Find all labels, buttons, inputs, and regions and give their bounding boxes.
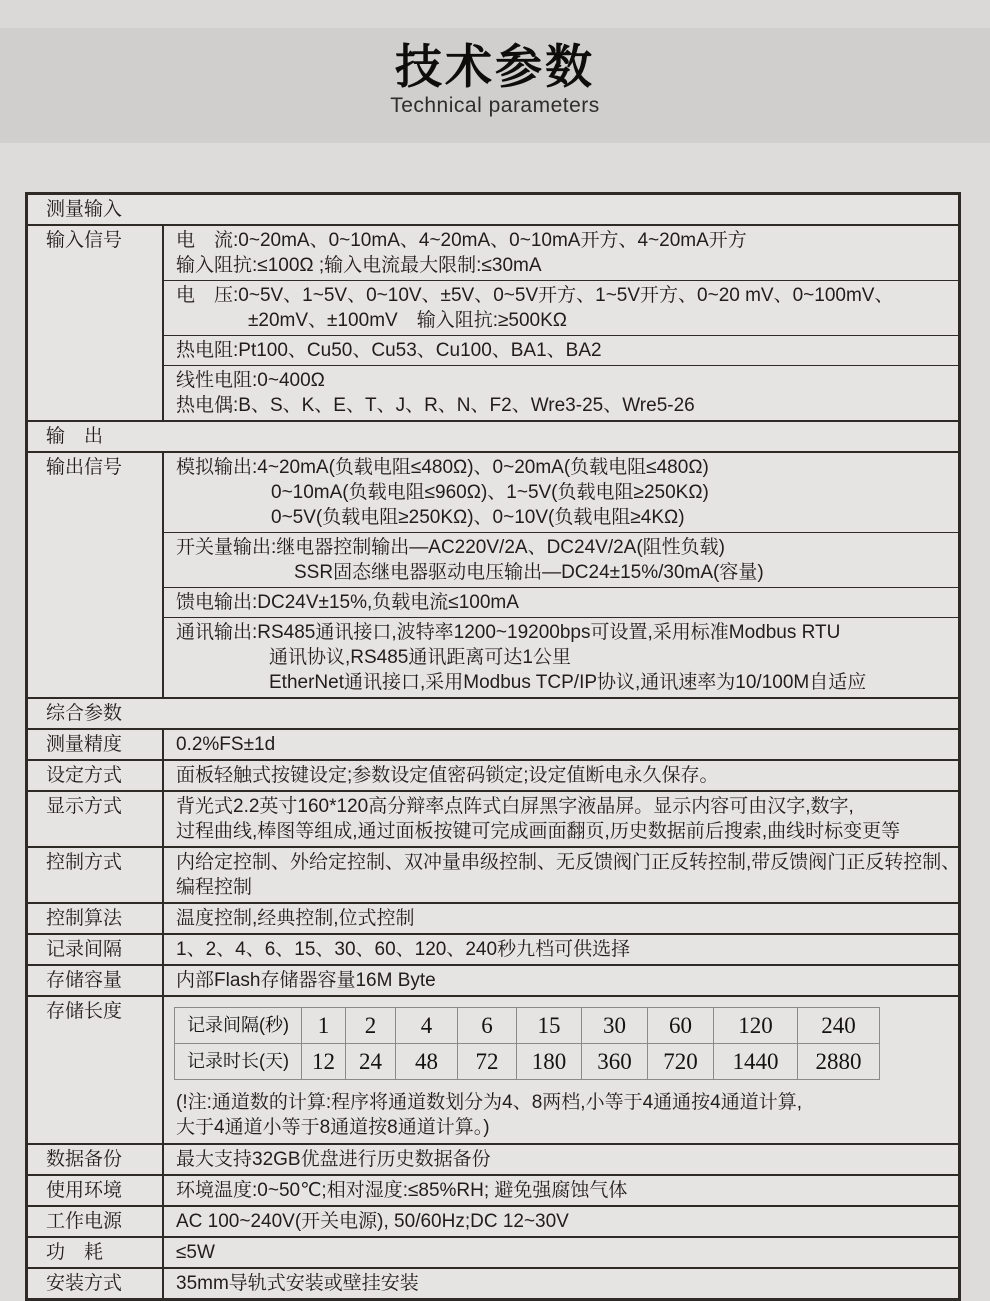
note-line-2: 大于4通道小等于8通道按8通道计算。) [176,1117,490,1138]
mini-cell: 6 [458,1008,517,1044]
display-line-2: 过程曲线,棒图等组成,通过面板按键可完成画面翻页,历史数据前后搜索,曲线时标变更等 [176,821,901,842]
label-output-signal: 输出信号 [28,453,164,697]
voltage-line-2: ±20mV、±100mV 输入阻抗:≥500KΩ [248,310,567,331]
section-measure-input: 测量输入 [46,199,123,220]
section-output: 输 出 [28,420,958,451]
value-environment: 环境温度:0~50℃;相对湿度:≤85%RH; 避免强腐蚀气体 [176,1180,628,1201]
linear-line: 线性电阻:0~400Ω [176,370,325,391]
output-comm [164,617,958,697]
section-general: 综合参数 [28,697,958,728]
label-power: 工作电源 [28,1207,164,1236]
mini-cell: 720 [648,1044,714,1080]
value-power: AC 100~240V(开关电源), 50/60Hz;DC 12~30V [176,1211,569,1232]
comm-line-2: 通讯协议,RS485通讯距离可达1公里 [269,647,571,668]
storage-length-content [164,997,958,1143]
display-line-1: 背光式2.2英寸160*120高分辩率点阵式白屏黑字液晶屏。显示内容可由汉字,数字, [176,796,854,817]
label-accuracy: 测量精度 [28,730,164,759]
value-accuracy: 0.2%FS±1d [176,734,276,755]
mini-cell: 15 [517,1008,582,1044]
mini-header-interval: 记录间隔(秒) [175,1008,302,1044]
row-output-signal [28,451,958,697]
comm-line-1: 通讯输出:RS485通讯接口,波特率1200~19200bps可设置,采用标准Modbus RTU [176,622,841,643]
label-display: 显示方式 [28,792,164,846]
value-algorithm: 温度控制,经典控制,位式控制 [176,908,415,929]
input-signal-voltage [164,280,958,335]
row-backup [28,1143,958,1174]
title-band [0,28,990,143]
row-input-signal [28,224,958,420]
value-consumption: ≤5W [176,1242,215,1263]
record-interval-row [175,1008,880,1044]
value-display [164,792,958,846]
mini-cell: 240 [798,1008,880,1044]
input-signal-current [164,226,958,280]
analog-line-1: 模拟输出:4~20mA(负载电阻≤480Ω)、0~20mA(负载电阻≤480Ω) [176,457,709,478]
mini-cell: 60 [648,1008,714,1044]
label-control: 控制方式 [28,848,164,902]
spec-table [25,192,961,1301]
label-interval: 记录间隔 [28,935,164,964]
feed-line-1: 馈电输出:DC24V±15%,负载电流≤100mA [176,592,519,613]
mini-cell: 2880 [798,1044,880,1080]
note-line-1: (!注:通道数的计算:程序将通道数划分为4、8两档,小等于4通通按4通道计算, [176,1092,802,1113]
mini-cell: 48 [396,1044,458,1080]
mini-cell: 72 [458,1044,517,1080]
switch-line-2: SSR固态继电器驱动电压输出—DC24±15%/30mA(容量) [294,562,764,583]
record-duration-row [175,1044,880,1080]
mini-cell: 180 [517,1044,582,1080]
label-consumption: 功 耗 [28,1238,164,1267]
label-environment: 使用环境 [28,1176,164,1205]
page-title: 技术参数 [395,40,595,93]
value-setting: 面板轻触式按键设定;参数设定值密码锁定;设定值断电永久保存。 [176,765,719,786]
row-power [28,1205,958,1236]
current-line-1: 电 流:0~20mA、0~10mA、4~20mA、0~10mA开方、4~20mA开方 [176,230,747,251]
row-storage-length [28,995,958,1143]
mini-cell: 1440 [714,1044,798,1080]
control-line-2: 编程控制 [176,877,253,898]
row-interval [28,933,958,964]
label-capacity: 存储容量 [28,966,164,995]
voltage-line-1: 电 压:0~5V、1~5V、0~10V、±5V、0~5V开方、1~5V开方、0~20 mV、0~100mV、 [176,285,894,306]
input-signal-rtd [164,335,958,365]
record-length-table [174,1007,880,1080]
mini-header-duration: 记录时长(天) [175,1044,302,1080]
value-control [164,848,961,902]
analog-line-2: 0~10mA(负载电阻≤960Ω)、1~5V(负载电阻≥250KΩ) [271,482,709,503]
input-signal-linear-tc [164,365,958,420]
mini-cell: 30 [582,1008,648,1044]
top-strip [0,0,990,28]
label-input-signal: 输入信号 [28,226,164,420]
label-mounting: 安装方式 [28,1269,164,1298]
label-storage-length: 存储长度 [28,997,164,1143]
rtd-line-1: 热电阻:Pt100、Cu50、Cu53、Cu100、BA1、BA2 [176,340,602,361]
switch-line-1: 开关量输出:继电器控制输出—AC220V/2A、DC24V/2A(阻性负载) [176,537,725,558]
thermocouple-line: 热电偶:B、S、K、E、T、J、R、N、F2、Wre3-25、Wre5-26 [176,395,695,416]
value-backup: 最大支持32GB优盘进行历史数据备份 [176,1149,491,1170]
row-algorithm [28,902,958,933]
input-signal-content [164,226,958,420]
mini-cell: 12 [302,1044,346,1080]
comm-line-3: EtherNet通讯接口,采用Modbus TCP/IP协议,通讯速率为10/100M自适应 [269,672,867,693]
analog-line-3: 0~5V(负载电阻≥250KΩ)、0~10V(负载电阻≥4KΩ) [271,507,685,528]
value-interval: 1、2、4、6、15、30、60、120、240秒九档可供选择 [176,939,631,960]
output-signal-content [164,453,958,697]
current-line-2: 输入阻抗:≤100Ω ;输入电流最大限制:≤30mA [176,255,542,276]
label-algorithm: 控制算法 [28,904,164,933]
mini-cell: 1 [302,1008,346,1044]
output-feed [164,587,958,617]
mini-cell: 120 [714,1008,798,1044]
row-mounting [28,1267,958,1298]
row-capacity [28,964,958,995]
row-setting [28,759,958,790]
value-mounting: 35mm导轨式安装或壁挂安装 [176,1273,419,1294]
output-switch [164,532,958,587]
mini-cell: 2 [346,1008,396,1044]
value-capacity: 内部Flash存储器容量16M Byte [176,970,436,991]
label-backup: 数据备份 [28,1145,164,1174]
control-line-1: 内给定控制、外给定控制、双冲量串级控制、无反馈阀门正反转控制,带反馈阀门正反转控制、 [176,852,961,873]
output-analog [164,453,958,532]
row-environment [28,1174,958,1205]
mini-cell: 24 [346,1044,396,1080]
mini-cell: 4 [396,1008,458,1044]
row-display [28,790,958,846]
row-control [28,846,961,902]
storage-length-note [164,1086,958,1143]
mini-cell: 360 [582,1044,648,1080]
page-subtitle: Technical parameters [390,94,600,117]
label-setting: 设定方式 [28,761,164,790]
row-accuracy [28,728,958,759]
